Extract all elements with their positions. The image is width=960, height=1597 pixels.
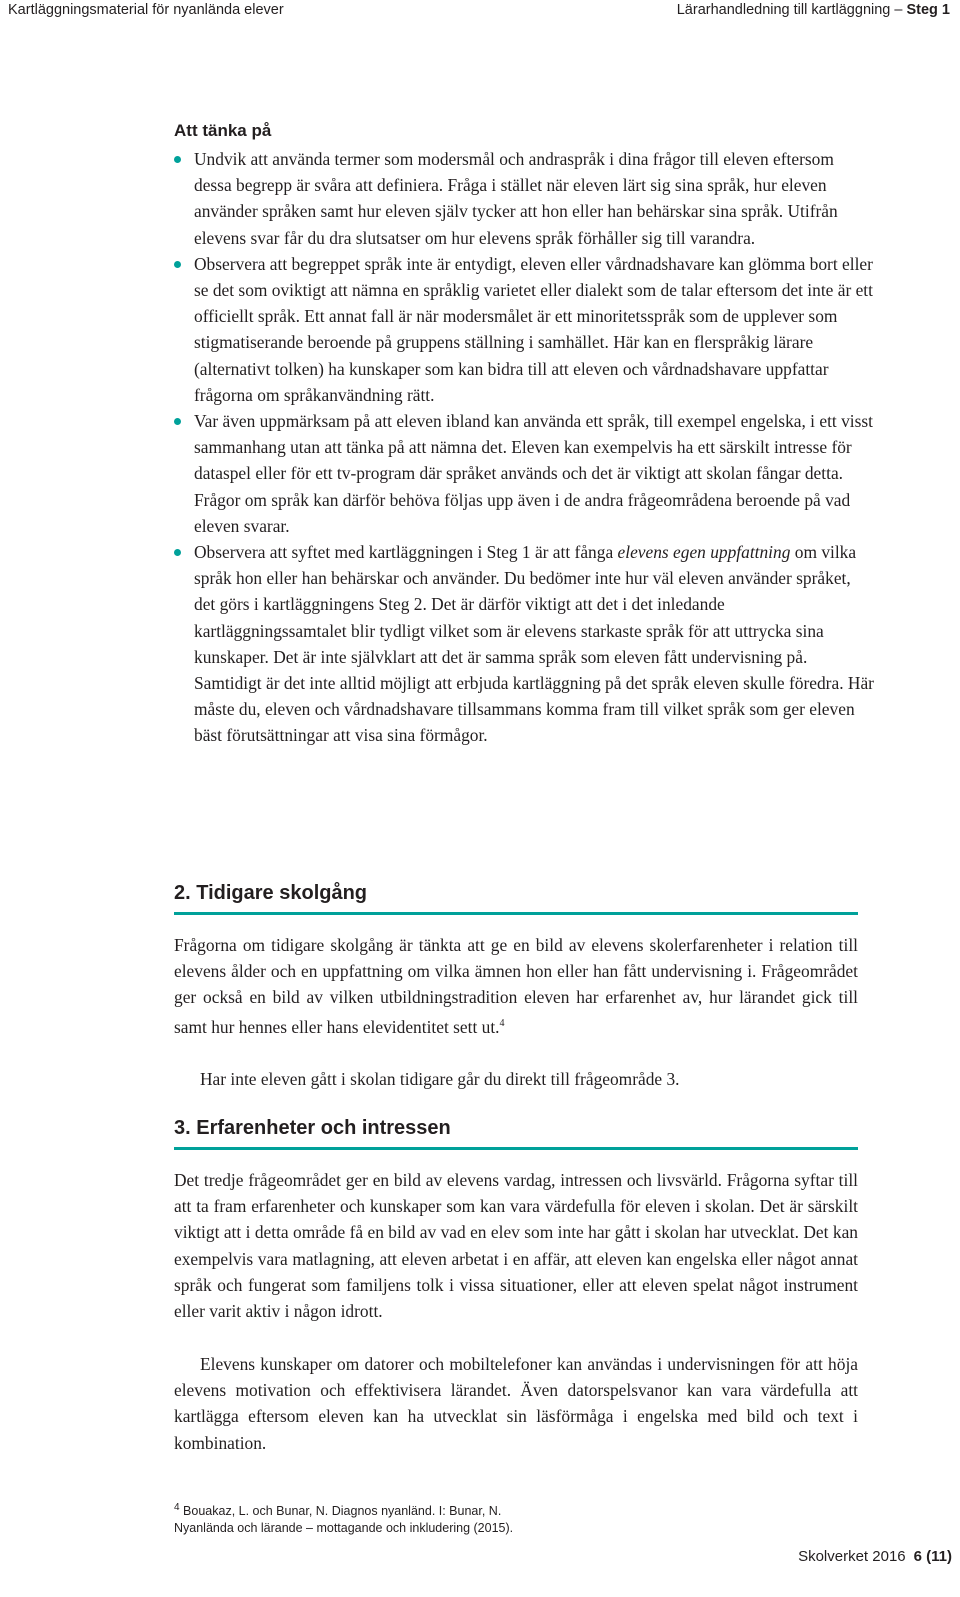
bullet-dot-icon — [174, 261, 181, 268]
tips-bullet — [174, 251, 874, 408]
page-footer — [798, 1548, 952, 1565]
header-title: Lärarhandledning till kartläggning – — [676, 2, 903, 18]
footnote-text: Bouakaz, L. och Bunar, N. Diagnos nyanländ. I: Bunar, N. — [183, 1504, 502, 1519]
section-heading: 2. Tidigare skolgång — [174, 882, 368, 904]
running-header-left: Kartläggningsmaterial för nyanlända elever — [8, 2, 284, 18]
tips-heading: Att tänka på — [174, 121, 272, 140]
footnote-reference: 4 — [499, 1017, 505, 1029]
bullet-text: Observera att begreppet språk inte är entydigt, eleven eller vårdnadshavare kan glömma bort eller se det som oviktigt att nämna en språklig varietet eller dialekt som de talar eftersom det inte är ett officiellt språk. Ett annat fall är när modersmålet är ett minoritetsspråk som de upplever som stigmatiserande beroende på gruppens ställning i samhället. Här kan en flerspråkig lärare (alternativt tolken) ha kunskaper som kan bidra till att eleven och vårdnadshavare uppfattar frågorna om språkanvändning rätt. — [194, 253, 873, 405]
bullet-text-pre: Observera att syftet med kartläggningen i Steg 1 är att fånga — [194, 542, 618, 563]
footnote-line — [174, 1499, 513, 1520]
bullet-dot-icon — [174, 156, 181, 163]
header-step: Steg 1 — [906, 2, 950, 18]
bullet-text: Undvik att använda termer som modersmål och andraspråk i dina frågor till eleven eftersom dessa begrepp är svåra att definiera. Fråga i stället när eleven lärt sig sina språk, hur eleven använder språken samt hur eleven själv tycker att hon eller han behärskar sina språk. Utifrån elevens svar får du dra slutsatser om hur elevens språk förhåller sig till varandra. — [194, 149, 838, 248]
bullet-text-emphasis: elevens egen uppfattning — [617, 542, 791, 563]
section-heading: 3. Erfarenheter och intressen — [174, 1117, 451, 1139]
running-header-right — [677, 0, 950, 20]
section-paragraph: Elevens kunskaper om datorer och mobiltelefoner kan användas i undervisningen för att höja elevens motivation och effektivisera lärandet. Även datorspelsvanor kan vara värdefulla att kartlägga eftersom eleven kan ha utvecklat sin läsförmåga i engelska med bild och text i kombination. — [174, 1354, 858, 1453]
section-divider — [174, 1147, 858, 1150]
section-paragraph: Har inte eleven gått i skolan tidigare går du direkt till frågeområde 3. — [200, 1069, 680, 1089]
tips-list — [174, 146, 874, 749]
section-paragraph: Det tredje frågeområdet ger en bild av elevens vardag, intressen och livsvärld. Frågorna syftar till att ta fram erfarenheter och kunskaper som kan vara värdefulla för eleven i skolan. Det är särskilt viktigt att i detta område få en bild av vad en elev som inte har gått i skolan har utvecklat. Det kan exempelvis vara matlagning, att eleven arbetat i en affär, att eleven kan engelska eller något annat språk och fungerat som familjens tolk i vissa situationer, eller att eleven spelat något instrument eller varit aktiv i någon idrott. — [174, 1170, 858, 1322]
tips-bullet — [174, 408, 874, 539]
footnote-number: 4 — [174, 1502, 180, 1513]
paragraph-text: Frågorna om tidigare skolgång är tänkta att ge en bild av elevens skolerfarenheter i relation till elevens ålder och en uppfattning om vilka ämnen hon eller han fått undervisning i. Frågeområdet ger också en bild av vilken utbildningstradition eleven har erfarenhet av, hur lärandet gick till samt hur hennes eller hans elevidentitet sett ut. — [174, 935, 858, 1037]
footnote — [174, 1499, 513, 1537]
section-divider — [174, 912, 858, 915]
tips-bullet — [174, 539, 874, 749]
bullet-text-post: om vilka språk hon eller han behärskar och använder. Du bedömer inte hur väl eleven använder språket, det görs i kartläggningens Steg 2. Det är därför viktigt att det i det inledande kartläggningssamtalet blir tydligt vilket som är elevens starkaste språk för att uttrycka sina kunskaper. Det är inte självklart att det är samma språk som eleven fått undervisning på. Samtidigt är det inte alltid möjligt att erbjuda kartläggning på det språk eleven skulle föredra. Här måste du, eleven och vårdnadshavare tillsammans komma fram till vilket språk som ger eleven bäst förutsättningar att visa sina förmågor. — [194, 542, 874, 746]
footnote-line: Nyanlända och lärande – mottagande och inkludering (2015). — [174, 1521, 514, 1536]
tips-bullet — [174, 146, 874, 251]
page-number: 6 (11) — [913, 1548, 952, 1565]
bullet-dot-icon — [174, 418, 181, 425]
section-paragraph — [174, 932, 858, 1040]
footer-publisher: Skolverket 2016 — [798, 1548, 906, 1565]
bullet-text: Var även uppmärksam på att eleven ibland kan använda ett språk, till exempel engelska, i ett visst sammanhang utan att tänka på att nämna det. Eleven kan exempelvis ha ett särskilt intresse för dataspel eller för ett tv-program där språket används och det är viktigt att skolan fångar detta. Frågor om språk kan därför behöva följas upp även i de andra frågeområdena beroende på vad eleven svarar. — [194, 411, 873, 536]
bullet-dot-icon — [174, 549, 181, 556]
